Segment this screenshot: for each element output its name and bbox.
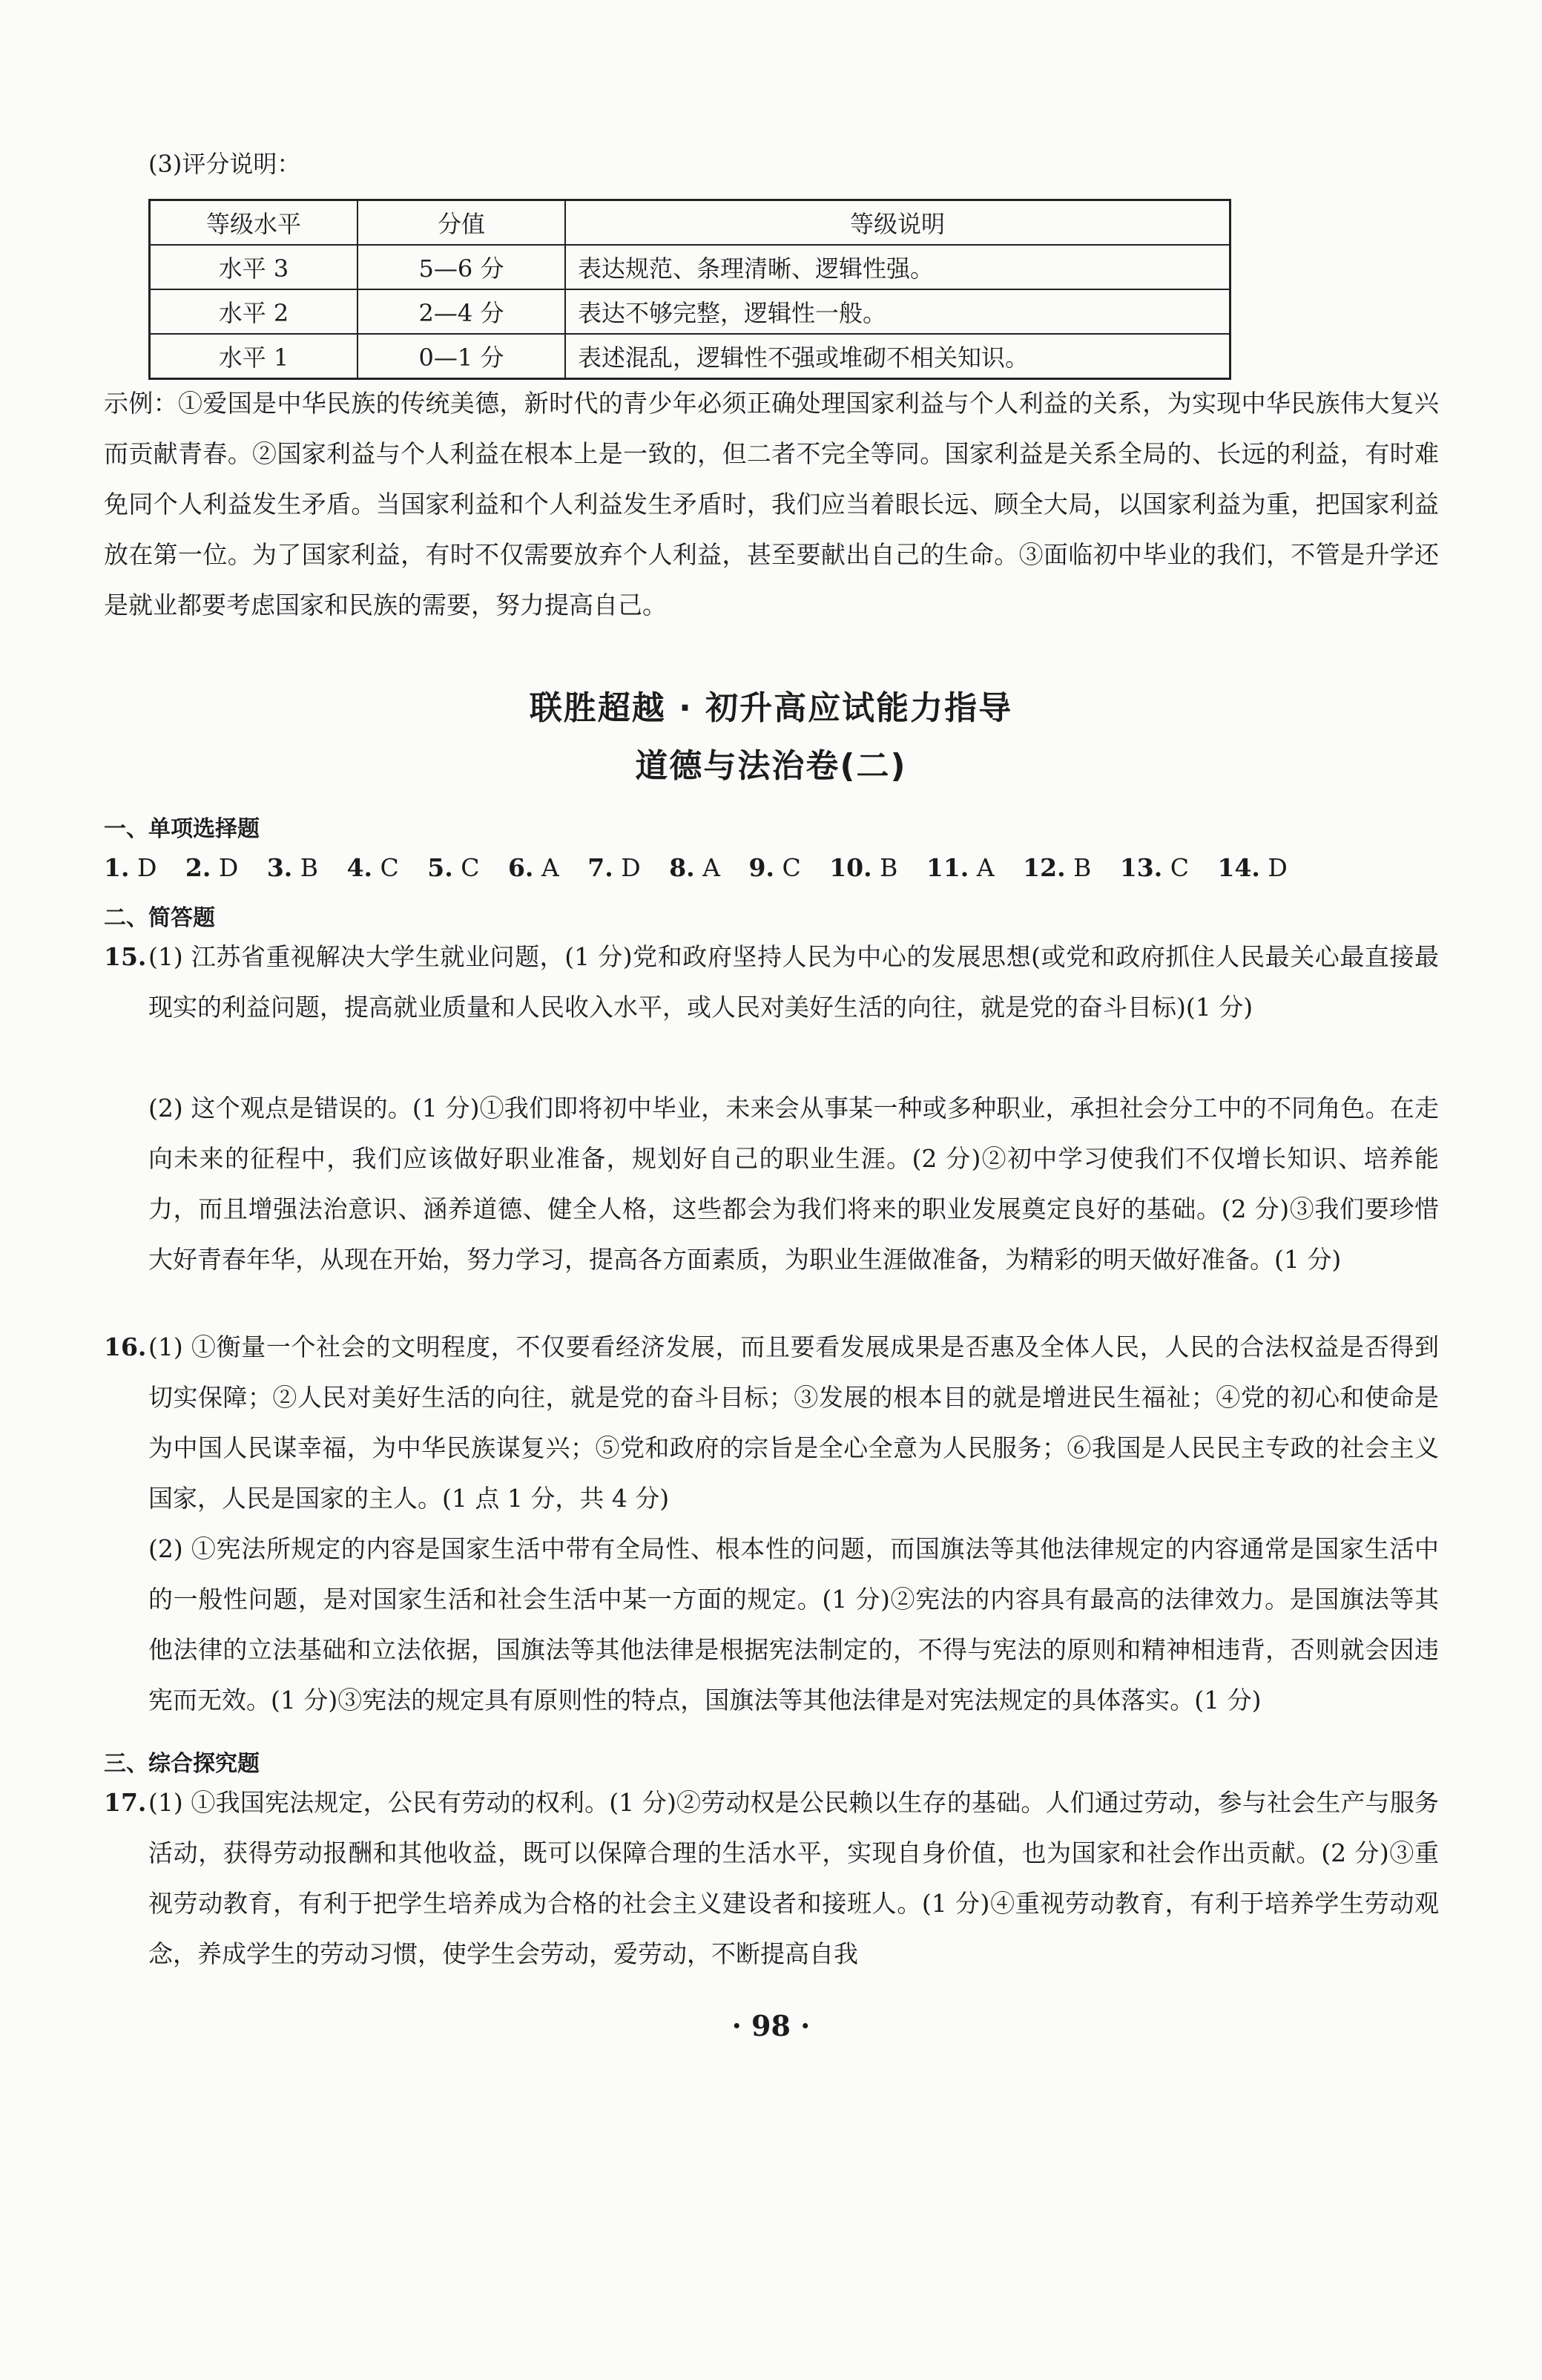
table-header-cell: 分值 bbox=[358, 200, 565, 246]
section-heading-short-answer: 二、简答题 bbox=[104, 905, 215, 931]
example-paragraph: 示例：①爱国是中华民族的传统美德，新时代的青少年必须正确处理国家利益与个人利益的关系，为实现中华民族伟大复兴而贡献青春。②国家利益与个人利益在根本上是一致的，但二者不完全等同。国家利益是关系全局的、长远的利益，有时难免同个人利益发生矛盾。当国家利益和个人利益发生矛盾时，我们应当着眼长远、顾全大局，以国家利益为重，把国家利益放在第一位。为了国家利益，有时不仅需要放弃个人利益，甚至要献出自己的生命。③面临初中毕业的我们，不管是升学还是就业都要考虑国家和民族的需要，努力提高自己。 bbox=[104, 389, 1439, 619]
q16-part1: (1) ①衡量一个社会的文明程度，不仅要看经济发展，而且要看发展成果是否惠及全体人民，人民的合法权益是否得到切实保障；②人民对美好生活的向往，就是党的奋斗目标；③发展的根本目的就是增进民生福祉；④党的初心和使命是为中国人民谋幸福，为中华民族谋复兴；⑤党和政府的宗旨是全心全意为人民服务；⑥我国是人民民主专政的社会主义国家，人民是国家的主人。(1 点 1 分，共 4 分) bbox=[148, 1332, 1439, 1513]
grade-table bbox=[148, 199, 1231, 380]
answer-letter: D bbox=[218, 853, 239, 882]
answer-item bbox=[926, 853, 995, 882]
choice-answers bbox=[104, 853, 1308, 882]
answer-letter: D bbox=[136, 853, 157, 882]
answer-item bbox=[104, 853, 156, 882]
answer-number: 2. bbox=[185, 853, 211, 882]
answer-letter: C bbox=[380, 853, 399, 882]
answer-number: 4. bbox=[346, 853, 373, 882]
answer-number: 9. bbox=[748, 853, 774, 882]
exam-title: 联胜超越 · 初升高应试能力指导 bbox=[529, 689, 1013, 727]
answer-number: 13. bbox=[1119, 853, 1163, 882]
answer-item bbox=[185, 853, 238, 882]
table-cell: 0—1 分 bbox=[358, 334, 565, 379]
answer-number: 3. bbox=[266, 853, 293, 882]
table-cell: 表达不够完整，逻辑性一般。 bbox=[565, 289, 1230, 334]
answer-letter: B bbox=[880, 853, 898, 882]
answer-letter: D bbox=[621, 853, 641, 882]
exam-subtitle: 道德与法治卷(二) bbox=[635, 747, 907, 785]
answer-item bbox=[748, 853, 800, 882]
answer-item bbox=[669, 853, 720, 882]
answer-number: 12. bbox=[1023, 853, 1066, 882]
table-row bbox=[150, 289, 1230, 334]
answer-letter: C bbox=[461, 853, 480, 882]
section-heading-single-choice: 一、单项选择题 bbox=[104, 816, 260, 842]
answer-item bbox=[1120, 853, 1189, 882]
table-cell: 水平 2 bbox=[150, 289, 358, 334]
answer-letter: B bbox=[300, 853, 319, 882]
answer-letter: C bbox=[782, 853, 801, 882]
table-row bbox=[150, 245, 1230, 289]
answer-number: 5. bbox=[427, 853, 453, 882]
answer-item bbox=[347, 853, 399, 882]
table-cell: 水平 1 bbox=[150, 334, 358, 379]
answer-letter: A bbox=[976, 853, 995, 882]
question-number: 16. bbox=[104, 1332, 147, 1361]
answer-letter: D bbox=[1268, 853, 1288, 882]
q17-part1: (1) ①我国宪法规定，公民有劳动的权利。(1 分)②劳动权是公民赖以生存的基础。人们通过劳动，参与社会生产与服务活动，获得劳动报酬和其他收益，既可以保障合理的生活水平，实现自身价值，也为国家和社会作出贡献。(2 分)③重视劳动教育，有利于把学生培养成为合格的社会主义建设者和接班人。(1 分)④重视劳动教育，有利于培养学生劳动观念，养成学生的劳动习惯，使学生会劳动，爱劳动，不断提高自我 bbox=[148, 1788, 1439, 1968]
answer-letter: B bbox=[1073, 853, 1092, 882]
answer-number: 10. bbox=[829, 853, 872, 882]
answer-item bbox=[587, 853, 640, 882]
table-header-cell: 等级水平 bbox=[150, 200, 358, 246]
table-header-row bbox=[150, 200, 1230, 246]
q15-part1: (1) 江苏省重视解决大学生就业问题，(1 分)党和政府坚持人民为中心的发展思想(或党和政府抓住人民最关心最直接最现实的利益问题，提高就业质量和人民收入水平，或人民对美好生活的向往，就是党的奋斗目标)(1 分) bbox=[148, 942, 1439, 1022]
table-row bbox=[150, 334, 1230, 379]
answer-item bbox=[1023, 853, 1091, 882]
table-header-cell: 等级说明 bbox=[565, 200, 1230, 246]
table-cell: 2—4 分 bbox=[358, 289, 565, 334]
table-cell: 表述混乱，逻辑性不强或堆砌不相关知识。 bbox=[565, 334, 1230, 379]
answer-number: 11. bbox=[926, 853, 969, 882]
answer-letter: A bbox=[702, 853, 720, 882]
table-cell: 5—6 分 bbox=[358, 245, 565, 289]
answer-number: 14. bbox=[1217, 853, 1260, 882]
answer-number: 7. bbox=[587, 853, 613, 882]
question-number: 15. bbox=[104, 942, 147, 971]
question-number: 17. bbox=[104, 1788, 147, 1817]
answer-number: 6. bbox=[507, 853, 534, 882]
answer-letter: A bbox=[541, 853, 559, 882]
q15-part2: (2) 这个观点是错误的。(1 分)①我们即将初中毕业，未来会从事某一种或多种职业，承担社会分工中的不同角色。在走向未来的征程中，我们应该做好职业准备，规划好自己的职业生涯。(2 分)②初中学习使我们不仅增长知识、培养能力，而且增强法治意识、涵养道德、健全人格，这些都会为我们将来的职业发展奠定良好的基础。(2 分)③我们要珍惜大好青春年华，从现在开始，努力学习，提高各方面素质，为职业生涯做准备，为精彩的明天做好准备。(1 分) bbox=[148, 1094, 1439, 1274]
page-number: · 98 · bbox=[731, 2009, 811, 2042]
scoring-note: (3)评分说明： bbox=[148, 150, 301, 178]
answer-letter: C bbox=[1170, 853, 1189, 882]
answer-item bbox=[267, 853, 318, 882]
answer-number: 1. bbox=[104, 853, 130, 882]
table-cell: 水平 3 bbox=[150, 245, 358, 289]
q16-part2: (2) ①宪法所规定的内容是国家生活中带有全局性、根本性的问题，而国旗法等其他法律规定的内容通常是国家生活中的一般性问题，是对国家生活和社会生活中某一方面的规定。(1 分)②宪法的内容具有最高的法律效力。是国旗法等其他法律的立法基础和立法依据，国旗法等其他法律是根据宪法制定的，不得与宪法的原则和精神相违背，否则就会因违宪而无效。(1 分)③宪法的规定具有原则性的特点，国旗法等其他法律是对宪法规定的具体落实。(1 分) bbox=[148, 1534, 1439, 1715]
answer-number: 8. bbox=[669, 853, 695, 882]
answer-item bbox=[508, 853, 559, 882]
answer-item bbox=[829, 853, 897, 882]
answer-item bbox=[427, 853, 479, 882]
answer-item bbox=[1218, 853, 1288, 882]
table-cell: 表达规范、条理清晰、逻辑性强。 bbox=[565, 245, 1230, 289]
section-heading-comprehensive: 三、综合探究题 bbox=[104, 1751, 260, 1777]
